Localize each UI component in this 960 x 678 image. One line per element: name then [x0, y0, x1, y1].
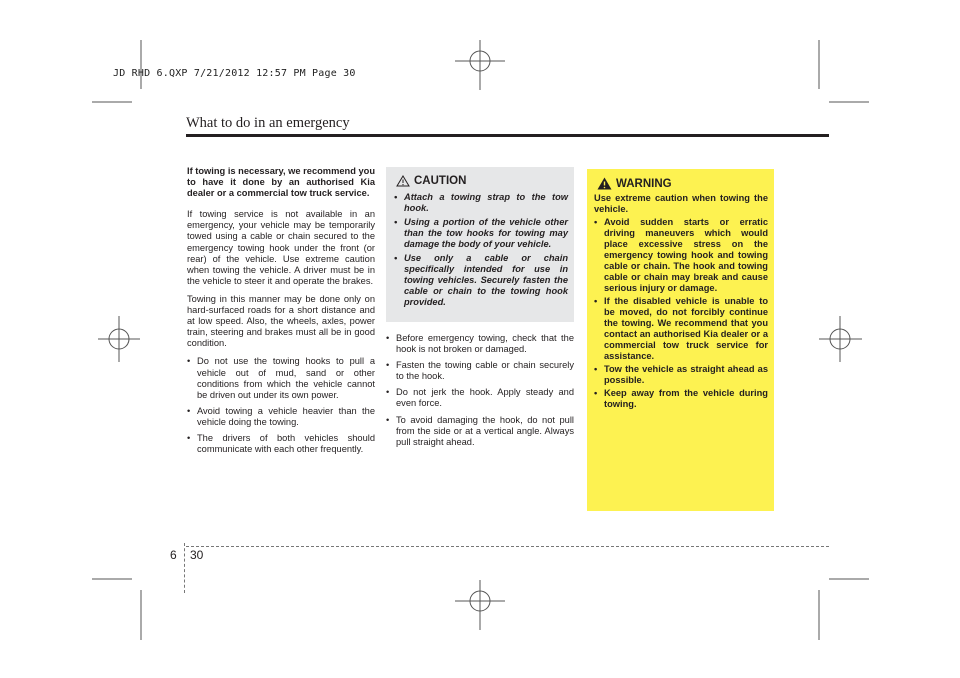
page-number: 30	[190, 548, 204, 562]
list-item: • Use only a cable or chain specifically intended for use in towing vehicles. Securely fasten the cable or chain to the towing hook provided.	[394, 253, 568, 308]
body-paragraph-2: Towing in this manner may be done only on hard-surfaced roads for a short distance and at low speed. Also, the wheels, axles, power train, steering and brakes must all be in good condition.	[187, 293, 375, 349]
middle-column	[386, 333, 574, 453]
registration-target-top	[455, 40, 505, 90]
list-item: • Do not use the towing hooks to pull a vehicle out of mud, sand or other conditions from which the vehicle cannot be driven out under its own power.	[187, 356, 375, 400]
file-info-slug: JD RHD 6.QXP 7/21/2012 12:57 PM Page 30	[113, 68, 356, 79]
intro-paragraph: If towing is necessary, we recommend you to have it done by an authorised Kia dealer or a commercial tow truck service.	[187, 166, 375, 199]
warning-triangle-icon	[396, 175, 410, 187]
list-item: • Do not jerk the hook. Apply steady and even force.	[386, 387, 574, 409]
header-rule	[186, 134, 829, 137]
list-item: • Avoid sudden starts or erratic driving maneuvers which would place excessive stress on the emergency towing hook and towing cable or chain. The hook and towing cable or chain may break and cause serious injury or damage.	[594, 217, 768, 294]
footer-rule	[186, 546, 829, 547]
left-bullet-list	[187, 356, 375, 455]
warning-intro: Use extreme caution when towing the vehicle.	[594, 193, 768, 214]
registration-target-left	[98, 316, 140, 362]
registration-target-bottom	[455, 580, 505, 630]
left-column	[187, 166, 375, 460]
body-paragraph-1: If towing service is not available in an emergency, your vehicle may be temporarily towed using a cable or chain secured to the emergency towing hook under the front (or rear) of the vehicle. Use extreme caution when towing the vehicle. A driver must be in the vehicle to steer it and operate the brakes.	[187, 209, 375, 286]
list-item: • The drivers of both vehicles should communicate with each other frequently.	[187, 433, 375, 455]
list-item: • Before emergency towing, check that the hook is not broken or damaged.	[386, 333, 574, 355]
caution-list	[394, 192, 568, 308]
warning-box	[587, 169, 774, 511]
list-item: • Attach a towing strap to the tow hook.	[394, 192, 568, 214]
warning-triangle-icon	[597, 177, 612, 190]
caution-box	[386, 167, 574, 322]
list-item: • To avoid damaging the hook, do not pull from the side or at a vertical angle. Always pull straight ahead.	[386, 415, 574, 448]
list-item: • Tow the vehicle as straight ahead as possible.	[594, 364, 768, 386]
caution-title: CAUTION	[414, 175, 467, 187]
list-item: • Keep away from the vehicle during towing.	[594, 388, 768, 410]
list-item: • Avoid towing a vehicle heavier than the vehicle doing the towing.	[187, 406, 375, 428]
middle-bullet-list	[386, 333, 574, 448]
section-title: What to do in an emergency	[186, 115, 350, 131]
warning-title: WARNING	[616, 178, 672, 190]
chapter-number: 6	[170, 548, 177, 562]
registration-target-right	[819, 316, 862, 362]
warning-list	[594, 217, 768, 410]
list-item: • Fasten the towing cable or chain securely to the hook.	[386, 360, 574, 382]
footer-separator	[184, 543, 186, 593]
list-item: • Using a portion of the vehicle other than the tow hooks for towing may damage the body of your vehicle.	[394, 217, 568, 250]
list-item: • If the disabled vehicle is unable to be moved, do not forcibly continue the towing. We recommend that you contact an authorised Kia dealer or a commercial tow truck service for assistance.	[594, 296, 768, 362]
